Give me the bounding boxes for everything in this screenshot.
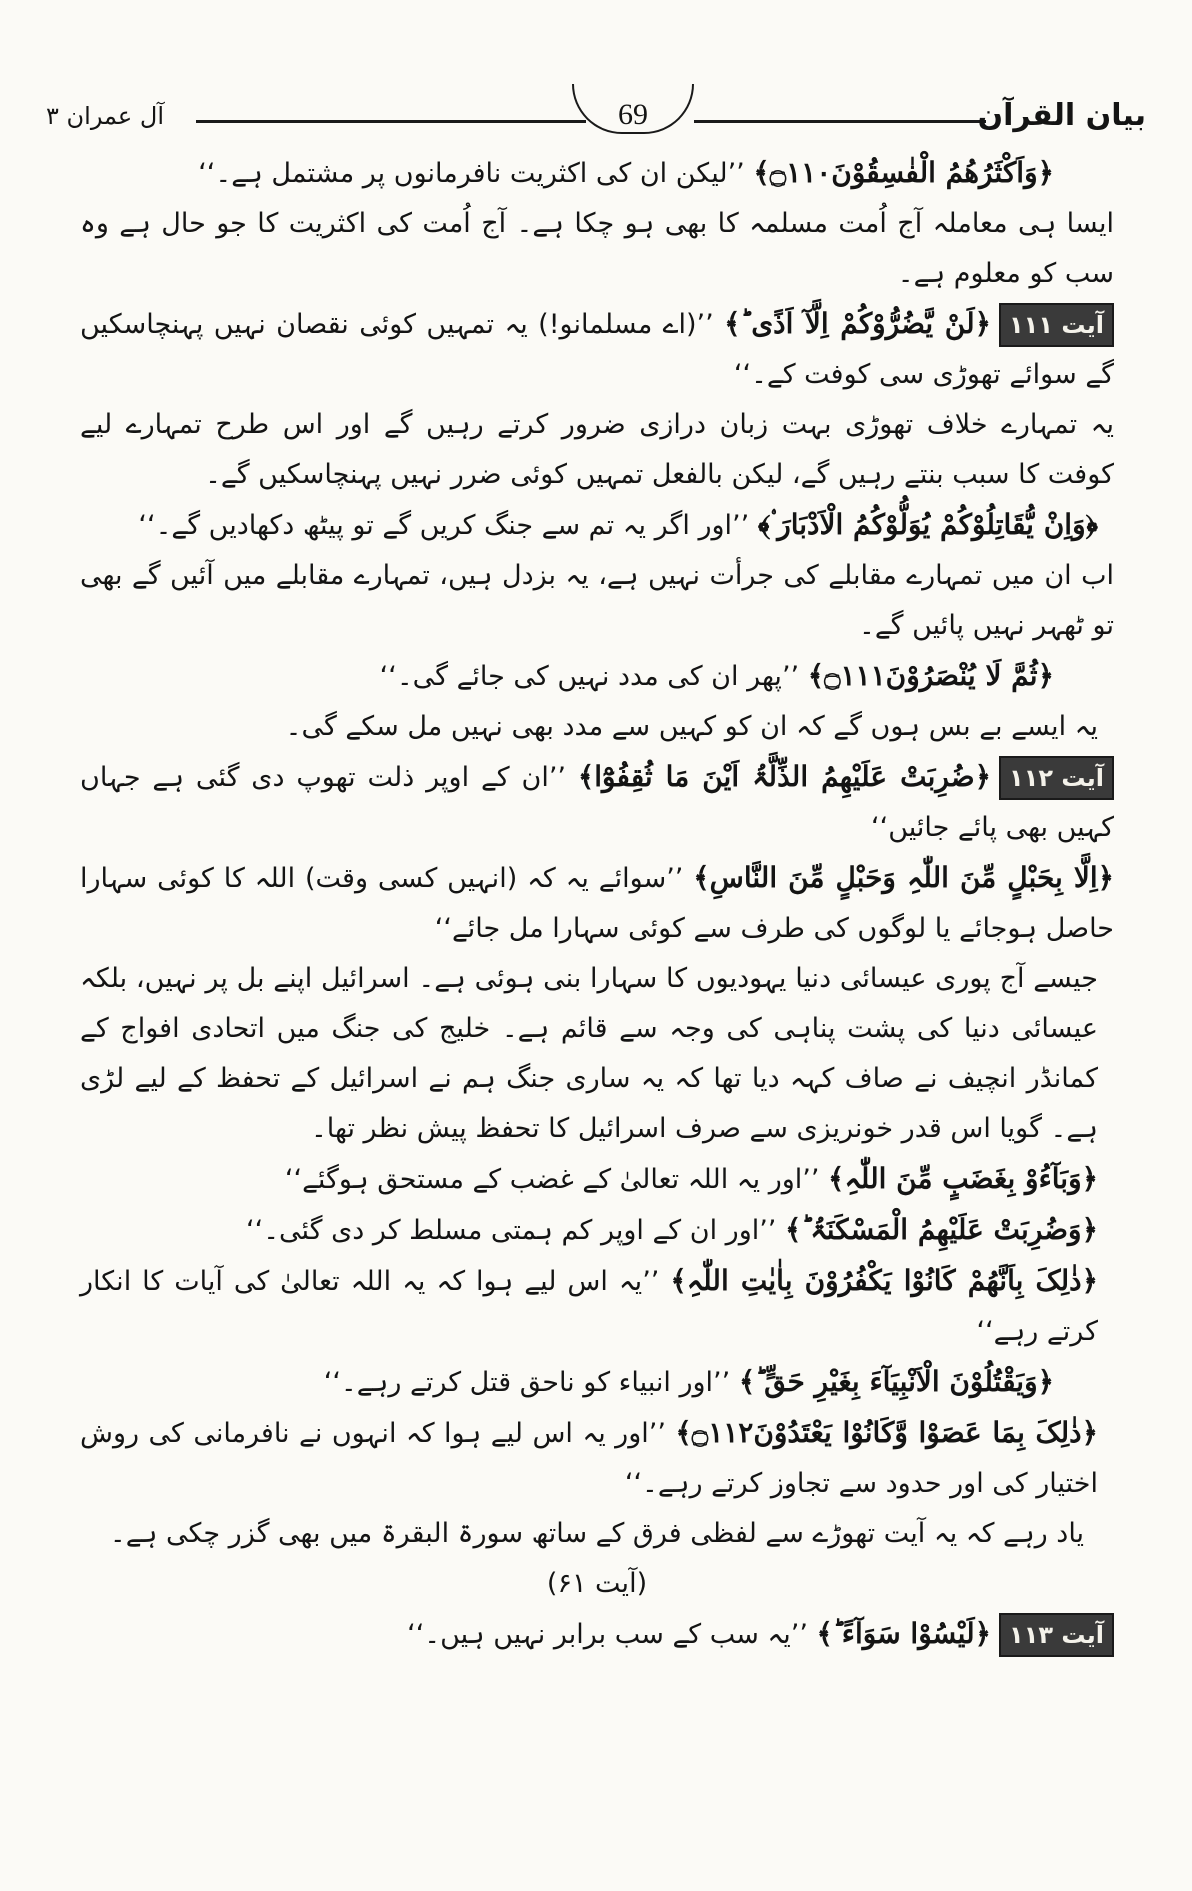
page-body [80,148,1114,1660]
paragraph [80,148,1114,199]
paragraph [80,1256,1114,1357]
commentary-text: جیسے آج پوری عیسائی دنیا یہودیوں کا سہارا بنی ہوئی ہے۔ اسرائیل اپنے بل پر نہیں، بلکہ عیسائی دنیا کی پشت پناہی کی وجہ سے قائم ہے۔ خلیج کی جنگ میں اتحادی افواج کے کمانڈر انچیف نے صاف کہہ دیا تھا کہ یہ ساری جنگ ہم نے اسرائیل کے تحفظ کے لیے لڑی ہے۔ گویا اس قدر خونریزی سے صرف اسرائیل کا تحفظ پیش نظر تھا۔ [80,963,1098,1144]
quran-verse: ﴿لَنْ یَّضُرُّوْکُمْ اِلَّآ اَذًی ؕ﴾ [724,307,992,340]
paragraph [80,1357,1114,1408]
page-header [46,84,1146,148]
commentary-text: اب ان میں تمہارے مقابلے کی جرأت نہیں ہے، یہ بزدل ہیں، تمہارے مقابلے میں آئیں گے بھی تو ٹھہر نہیں پائیں گے۔ [80,560,1114,641]
quran-verse: ﴿وَبَآءُوْ بِغَضَبٍ مِّنَ اللّٰہِ﴾ [828,1162,1098,1195]
paragraph [80,1205,1114,1256]
paragraph [80,752,1114,853]
page-number: 69 [618,98,648,131]
quran-verse: ﴿اِلَّا بِحَبْلٍ مِّنَ اللّٰہِ وَحَبْلٍ مِّنَ النَّاسِ﴾ [693,861,1114,894]
paragraph [80,1609,1114,1660]
commentary-text: ’’لیکن ان کی اکثریت نافرمانوں پر مشتمل ہے۔‘‘ [198,158,754,189]
paragraph [80,1154,1114,1205]
commentary-text: ’’اور یہ اس لیے ہوا کہ انہوں نے نافرمانی کی روش اختیار کی اور حدود سے تجاوز کرتے رہے۔‘‘ [80,1418,1098,1499]
paragraph [80,199,1114,299]
commentary-text: ’’پھر ان کی مدد نہیں کی جائے گی۔‘‘ [379,661,808,692]
commentary-text: ’’ان کے اوپر ذلت تھوپ دی گئی ہے جہاں کہیں بھی پائے جائیں‘‘ [80,762,1114,843]
quran-verse: ﴿ذٰلِکَ بِاَنَّھُمْ کَانُوْا یَکْفُرُوْنَ بِاٰیٰتِ اللّٰہِ﴾ [670,1264,1098,1297]
commentary-text: ’’اور یہ اللہ تعالیٰ کے غضب کے مستحق ہوگئے‘‘ [284,1164,829,1195]
quran-verse: ﴿ذٰلِکَ بِمَا عَصَوْا وَّکَانُوْا یَعْتَدُوْنَ۝۱۱۲﴾ [675,1416,1098,1449]
ayah-number-badge: آیت ۱۱۱ [999,303,1114,347]
header-rule-right [694,120,986,123]
commentary-text: ایسا ہی معاملہ آج اُمت مسلمہ کا بھی ہو چکا ہے۔ آج اُمت کی اکثریت کا جو حال ہے وہ سب کو معلوم ہے۔ [80,208,1114,289]
paragraph [80,702,1114,752]
page-number-frame [572,84,694,134]
quran-verse: ﴿ضُرِبَتْ عَلَیْھِمُ الذِّلَّۃُ اَیْنَ مَا ثُقِفُوْٓا﴾ [577,760,992,793]
book-title: بیان القرآن [977,98,1146,133]
paragraph [80,853,1114,954]
commentary-text: ’’سوائے یہ کہ (انہیں کسی وقت) اللہ کا کوئی سہارا حاصل ہوجائے یا لوگوں کی طرف سے کوئی سہارا مل جائے‘‘ [80,863,1114,944]
ayah-number-badge: آیت ۱۱۲ [999,756,1114,800]
quran-verse: ﴿وَضُرِبَتْ عَلَیْھِمُ الْمَسْکَنَۃُ ؕ﴾ [784,1213,1098,1246]
commentary-text: ’’اور ان کے اوپر کم ہمتی مسلط کر دی گئی۔‘‘ [246,1215,785,1246]
paragraph [80,1509,1114,1609]
surah-name: آل عمران ۳ [46,102,164,130]
commentary-text: ’’اور اگر یہ تم سے جنگ کریں گے تو پیٹھ دکھادیں گے۔‘‘ [138,510,758,541]
commentary-text: یہ تمہارے خلاف تھوڑی بہت زبان درازی ضرور کرتے رہیں گے اور اس طرح تمہارے لیے کوفت کا سبب بنتے رہیں گے، لیکن بالفعل تمہیں کوئی ضرر نہیں پہنچاسکیں گے۔ [80,409,1114,490]
commentary-text: یہ ایسے بے بس ہوں گے کہ ان کو کہیں سے مدد بھی نہیں مل سکے گی۔ [285,711,1098,742]
commentary-text: ’’یہ سب کے سب برابر نہیں ہیں۔‘‘ [407,1619,817,1650]
paragraph [80,400,1114,500]
ayah-number-badge: آیت ۱۱۳ [999,1613,1114,1657]
paragraph [80,954,1114,1154]
paragraph [80,500,1114,551]
quran-verse: ﴿لَیْسُوْا سَوَآءً ؕ﴾ [816,1617,992,1650]
paragraph [80,651,1114,702]
paragraph [80,299,1114,400]
paragraph [80,551,1114,651]
header-rule-left [196,120,586,123]
commentary-text: ’’یہ اس لیے ہوا کہ یہ اللہ تعالیٰ کی آیات کا انکار کرتے رہے‘‘ [80,1266,1098,1347]
commentary-text: ’’(اے مسلمانو!) یہ تمہیں کوئی نقصان نہیں پہنچاسکیں گے سوائے تھوڑی سی کوفت کے۔‘‘ [80,309,1114,390]
commentary-text: یاد رہے کہ یہ آیت تھوڑے سے لفظی فرق کے ساتھ سورۃ البقرۃ میں بھی گزر چکی ہے۔ (آیت ۶۱) [109,1518,1085,1599]
quran-verse: ﴿وَیَقْتُلُوْنَ الْاَنْبِیَآءَ بِغَیْرِ حَقٍّ ؕ﴾ [738,1365,1054,1398]
quran-verse: ﴿وَاِنْ یُّقَاتِلُوْکُمْ یُوَلُّوْکُمُ الْاَدْبَارَ ۟﴾ [757,508,1098,541]
quran-verse: ﴿وَاَکْثَرُھُمُ الْفٰسِقُوْنَ۝۱۱۰﴾ [753,156,1054,189]
paragraph [80,1408,1114,1509]
quran-verse: ﴿ثُمَّ لَا یُنْصَرُوْنَ۝۱۱۱﴾ [807,659,1054,692]
commentary-text: ’’اور انبیاء کو ناحق قتل کرتے رہے۔‘‘ [323,1367,739,1398]
